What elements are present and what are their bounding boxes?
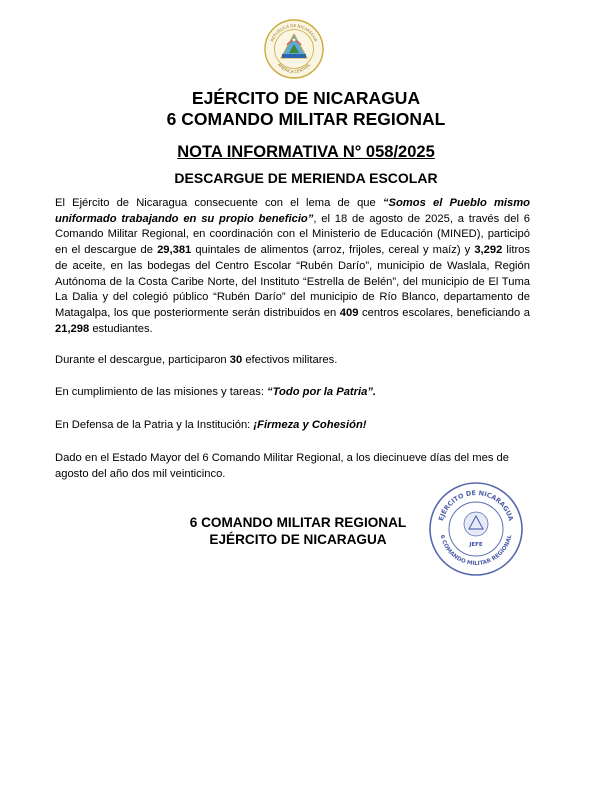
paragraph-main: [55, 196, 530, 337]
paragraph-participants: [55, 353, 530, 369]
p1-text-2: , el 18 de agosto de 2025, a través del 6 Comando Militar Regional, en coordinación con el Ministerio de Educación (MINED), participó en el descargue de: [55, 212, 530, 257]
p2-text-2: efectivos militares.: [242, 354, 338, 366]
subject-title: DESCARGUE DE MERIENDA ESCOLAR: [174, 170, 438, 186]
stamp-top-text: EJÉRCITO DE NICARAGUA: [437, 488, 515, 522]
paragraph-mission: [55, 385, 530, 401]
p1-quintales: 29,381: [157, 244, 192, 257]
p3-text-1: En cumplimiento de las misiones y tareas:: [55, 386, 268, 398]
note-title: [0, 142, 612, 162]
p1-text-3: quintales de alimentos (arroz, frijoles, cereal y maíz) y: [191, 244, 475, 257]
emblem-top-text: REPUBLICA DE NICARAGUA: [269, 22, 319, 43]
stamp-center-text: JEFE: [469, 542, 483, 548]
paragraph-defense: [55, 418, 530, 434]
p1-litros: 3,292: [474, 244, 503, 257]
note-title-text: NOTA INFORMATIVA N° 058/2025: [177, 143, 435, 161]
emblem-bottom-text: AMERICA CENTRAL: [276, 62, 312, 75]
p2-text-1: Durante el descargue, participaron: [55, 354, 230, 366]
institution-title: EJÉRCITO DE NICARAGUA: [191, 88, 421, 108]
p1-text-5: centros escolares, beneficiando a: [358, 306, 531, 319]
p4-text-1: En Defensa de la Patria y la Institución:: [55, 419, 254, 431]
p1-centros: 409: [339, 306, 359, 319]
p1-estudiantes: 21,298: [55, 322, 90, 335]
signature-command: 6 COMANDO MILITAR REGIONAL: [189, 515, 407, 530]
p3-motto: “Todo por la Patria”.: [267, 386, 377, 398]
paragraph-date: Dado en el Estado Mayor del 6 Comando Militar Regional, a los diecinueve días del mes de agosto del año dos mil veinticinco.: [55, 452, 509, 480]
svg-text:6 COMANDO MILITAR REGIONAL: [439, 534, 514, 567]
nicaragua-coat-of-arms-icon: [263, 18, 325, 80]
p4-motto: ¡Firmeza y Cohesión!: [253, 419, 367, 431]
official-stamp-icon: [427, 480, 525, 578]
p1-text-6: estudiantes.: [89, 322, 153, 335]
p2-efectivos: 30: [229, 354, 243, 366]
p1-text-1: El Ejército de Nicaragua consecuente con el lema de que: [55, 197, 383, 209]
p1-text-4: litros de aceite, en las bodegas del Centro Escolar “Rubén Darío”, municipio de Waslala, Región Autónoma de la Costa Caribe Norte, del Instituto “Estrella de Belén”, del municipio de El Tuma La Dalia y del colegió público “Rubén Darío” del municipio de Río Blanco, departamento de Matagalpa, los que posteriormente serán distribuidos en: [55, 244, 531, 319]
command-title: 6 COMANDO MILITAR REGIONAL: [166, 109, 446, 129]
stamp-bottom-text: 6 COMANDO MILITAR REGIONAL: [438, 534, 514, 568]
signature-institution: EJÉRCITO DE NICARAGUA: [209, 532, 387, 547]
p1-motto: “Somos el Pueblo mismo uniformado trabajando en su propio beneficio”: [55, 197, 530, 225]
